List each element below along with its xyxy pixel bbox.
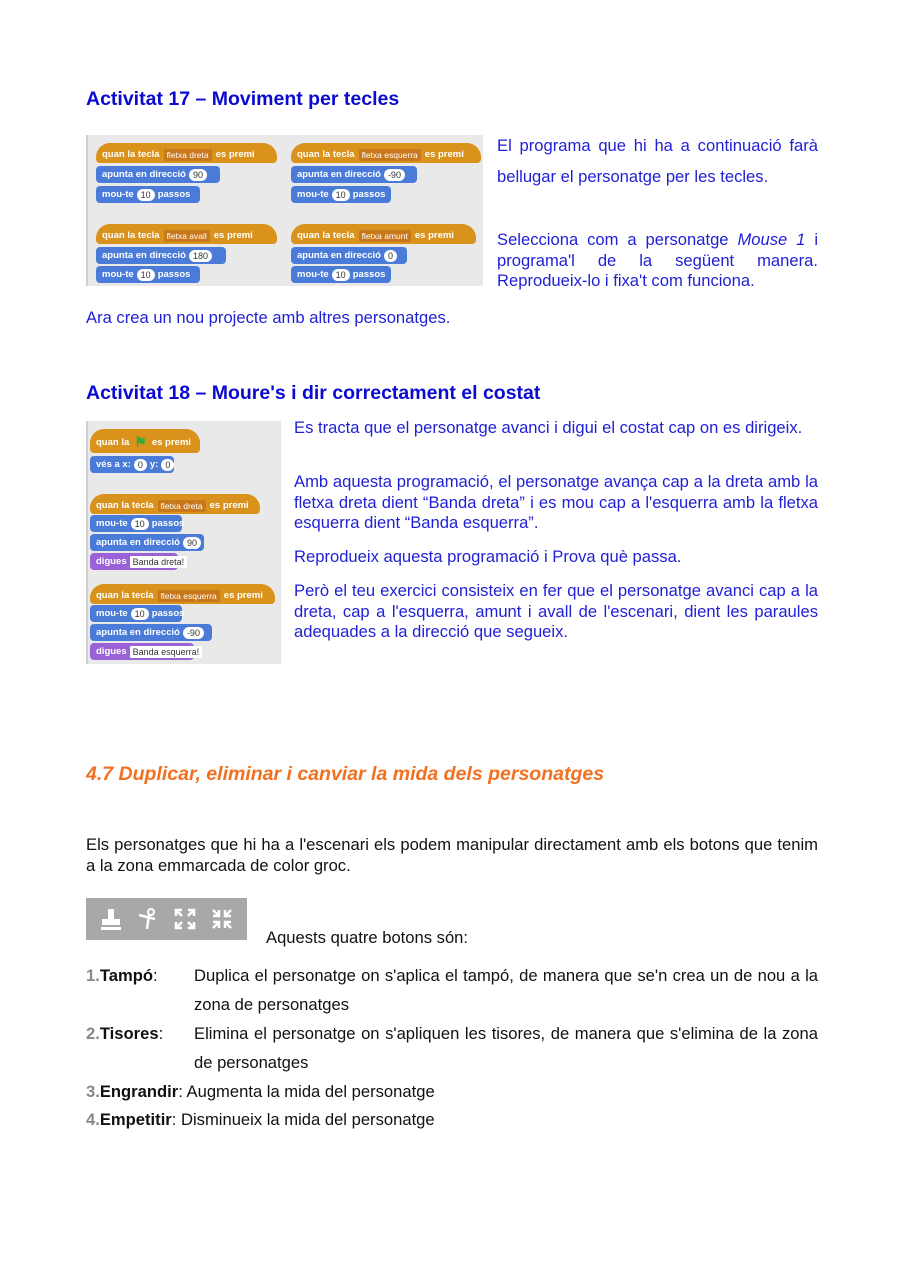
move-steps-block: mou-te 10 passos xyxy=(90,605,182,622)
shrink-icon[interactable] xyxy=(208,905,236,933)
activity-18-title: Activitat 18 – Moure's i dir correctament el costat xyxy=(86,382,541,404)
stamp-icon[interactable] xyxy=(97,905,125,933)
list-item: 4.Empetitir: Disminueix la mida del personatge xyxy=(86,1110,435,1129)
activity-18-paragraph-3: Reprodueix aquesta programació i Prova què passa. xyxy=(294,547,682,566)
when-key-block: quan la tecla fletxa dreta es premi xyxy=(90,494,260,514)
point-direction-block: apunta en direcció 180 xyxy=(96,247,226,264)
point-direction-block: apunta en direcció -90 xyxy=(291,166,417,183)
section-title: 4.7 Duplicar, eliminar i canviar la mida dels personatges xyxy=(86,763,605,785)
when-key-block: quan la tecla fletxa amunt es premi xyxy=(291,224,476,244)
activity-17-followup: Ara crea un nou projecte amb altres personatges. xyxy=(86,308,451,327)
activity-18-paragraph-2: Amb aquesta programació, el personatge avança cap a la dreta amb la fletxa dreta dient “Banda dreta” i es mou cap a l'esquerra amb la fletxa esquerra dient “Banda esquerra”. xyxy=(294,472,818,532)
point-direction-block: apunta en direcció 90 xyxy=(96,166,220,183)
toolbar-caption: Aquests quatre botons són: xyxy=(266,928,469,947)
when-key-block: quan la tecla fletxa esquerra es premi xyxy=(90,584,275,604)
when-key-block: quan la tecla fletxa dreta es premi xyxy=(96,143,277,163)
activity-18-paragraph-4: Però el teu exercici consisteix en fer que el personatge avanci cap a la dreta, cap a l'esquerra, amunt i avall de l'escenari, dient les paraules adequades a la direcció que segueix. xyxy=(294,581,818,641)
move-steps-block: mou-te 10 passos xyxy=(291,266,391,283)
when-key-block: quan la tecla fletxa avall es premi xyxy=(96,224,277,244)
activity-17-title: Activitat 17 – Moviment per tecles xyxy=(86,88,400,110)
when-flag-block: quan la ⚑ es premi xyxy=(90,429,200,453)
move-steps-block: mou-te 10 passos xyxy=(291,186,391,203)
scissors-icon[interactable] xyxy=(134,905,162,933)
when-key-block: quan la tecla fletxa esquerra es premi xyxy=(291,143,481,163)
move-steps-block: mou-te 10 passos xyxy=(96,186,200,203)
point-direction-block: apunta en direcció 90 xyxy=(90,534,204,551)
green-flag-icon: ⚑ xyxy=(134,434,147,450)
move-steps-block: mou-te 10 passos xyxy=(96,266,200,283)
section-intro: Els personatges que hi ha a l'escenari els podem manipular directament amb els botons que tenim a la zona emmarcada de color groc. xyxy=(86,835,818,875)
move-steps-block: mou-te 10 passos xyxy=(90,515,182,532)
activity-17-paragraph-2: Selecciona com a personatge Mouse 1 i programa'l de la següent manera. Reprodueix-lo i fixa't com funciona. xyxy=(497,230,819,290)
goto-xy-block: vés a x: 0 y: 0 xyxy=(90,456,174,473)
activity-18-paragraph-1: Es tracta que el personatge avanci i digui el costat cap on es dirigeix. xyxy=(294,418,803,437)
scratch-say-panel xyxy=(86,421,281,664)
say-block: digues Banda dreta! xyxy=(90,553,178,570)
scratch-keys-panel xyxy=(86,135,483,286)
sprite-toolbar xyxy=(86,898,247,940)
point-direction-block: apunta en direcció 0 xyxy=(291,247,407,264)
activity-17-paragraph-1: El programa que hi ha a continuació farà bellugar el personatge per les tecles. xyxy=(497,136,818,186)
say-block: digues Banda esquerra! xyxy=(90,643,194,660)
point-direction-block: apunta en direcció -90 xyxy=(90,624,212,641)
grow-icon[interactable] xyxy=(171,905,199,933)
list-item: 3.Engrandir: Augmenta la mida del personatge xyxy=(86,1082,435,1101)
